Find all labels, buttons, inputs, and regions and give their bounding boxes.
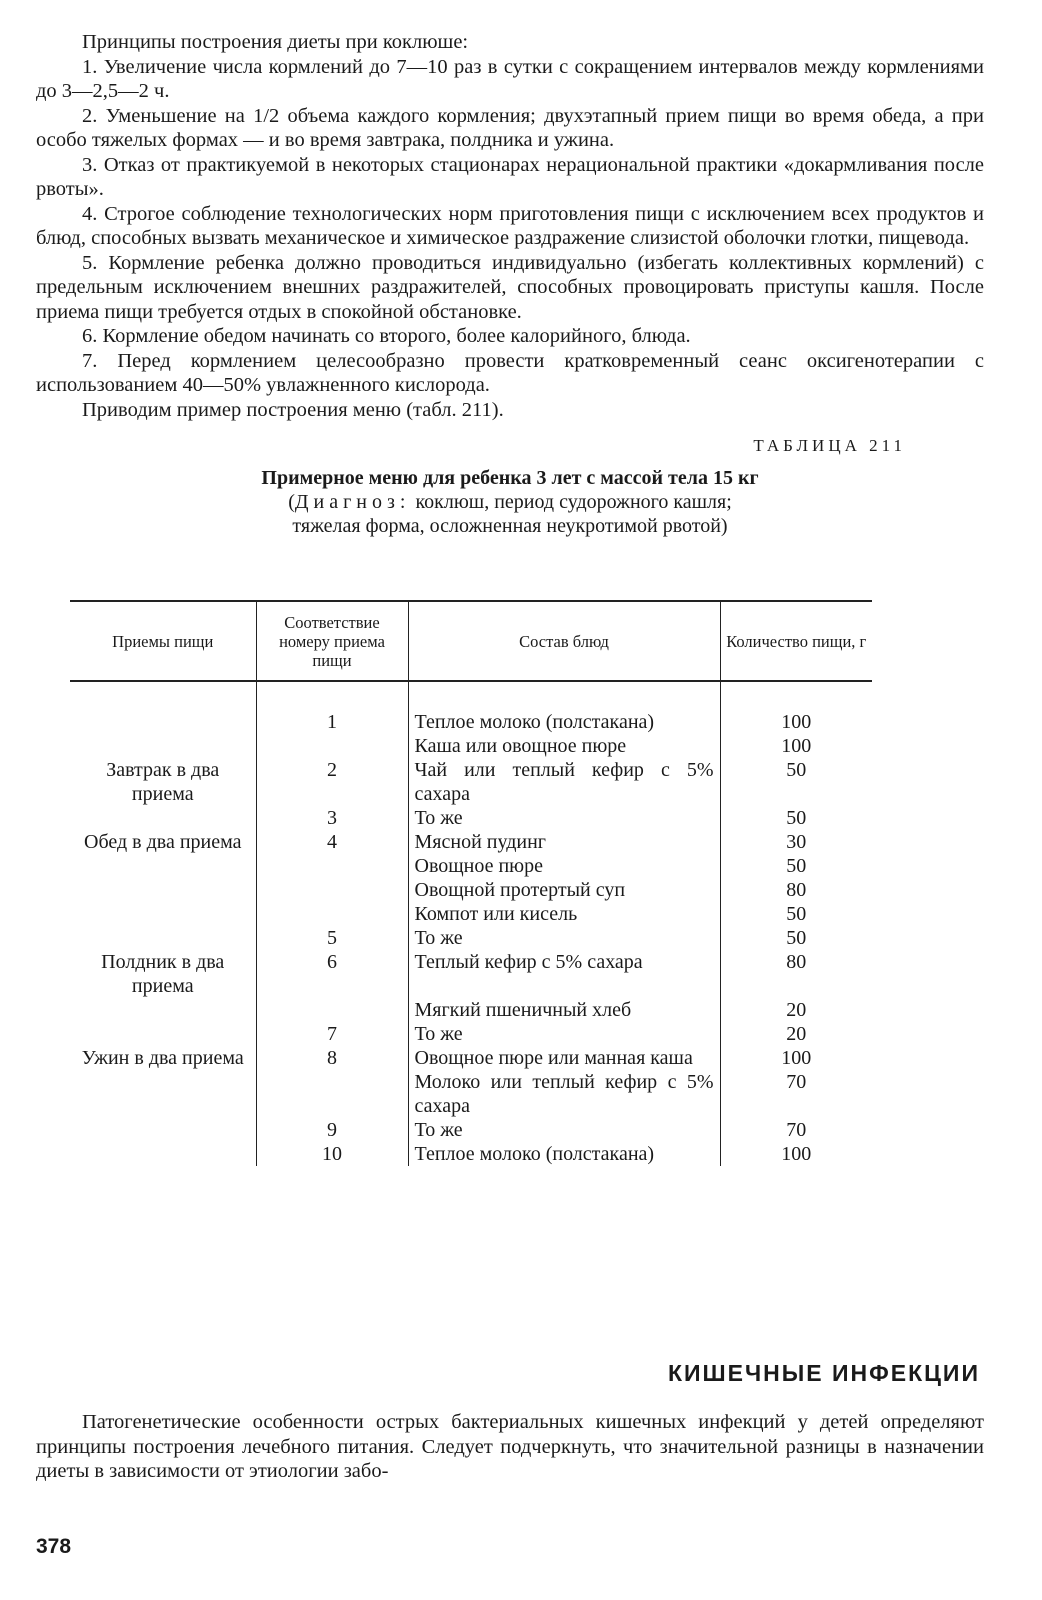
table-number: ТАБЛИЦА 211 <box>753 436 906 455</box>
header-meals: Приемы пищи <box>70 601 256 681</box>
dish-cell: Теплый кефир с 5% сахара <box>408 950 720 998</box>
quantity-cell: 50 <box>720 758 872 806</box>
meal-number-cell <box>256 734 408 758</box>
meal-number-cell: 10 <box>256 1142 408 1166</box>
diagnosis-text-2: тяжелая форма, осложненная неукротимой рвотой) <box>292 515 728 537</box>
principle-5: 5. Кормление ребенка должно проводиться индивидуально (избегать коллективных кормлений) с предельным исключением внешних раздражителей, способных провоцировать приступы кашля. После приема пищи требуется отдых в спокойной обстановке. <box>36 251 984 323</box>
meal-number-cell: 4 <box>256 830 408 854</box>
table-row <box>70 926 872 950</box>
table-row <box>70 806 872 830</box>
table-diagnosis: (Диагноз: коклюш, период судорожного кашля; <box>288 491 732 513</box>
table-row <box>70 1118 872 1142</box>
quantity-cell: 100 <box>720 1142 872 1166</box>
table-row <box>70 734 872 758</box>
dish-cell: То же <box>408 806 720 830</box>
quantity-cell: 50 <box>720 926 872 950</box>
meal-number-cell: 6 <box>256 950 408 998</box>
meal-number-cell: 5 <box>256 926 408 950</box>
meal-cell <box>70 926 256 950</box>
page-body <box>36 30 984 538</box>
meal-number-cell: 9 <box>256 1118 408 1142</box>
menu-reference: Приводим пример построения меню (табл. 211). <box>82 398 504 421</box>
principle-1: 1. Увеличение числа кормлений до 7—10 раз в сутки с сокращением интервалов между кормлениями до 3—2,5—2 ч. <box>36 55 984 102</box>
quantity-cell: 70 <box>720 1070 872 1118</box>
quantity-cell: 30 <box>720 830 872 854</box>
table-header-row <box>70 601 872 681</box>
meal-cell <box>70 878 256 902</box>
dish-cell: Овощной протертый суп <box>408 878 720 902</box>
quantity-cell: 80 <box>720 878 872 902</box>
meal-number-cell <box>256 1070 408 1118</box>
meal-number-cell: 8 <box>256 1046 408 1070</box>
table-row <box>70 1142 872 1166</box>
meal-cell <box>70 806 256 830</box>
dish-cell: Каша или овощное пюре <box>408 734 720 758</box>
dish-cell: Теплое молоко (полстакана) <box>408 1142 720 1166</box>
table-body <box>70 681 872 1166</box>
diagnosis-label: Диагноз: <box>294 491 411 513</box>
section-paragraph: Патогенетические особенности острых бактериальных кишечных инфекций у детей определяют принципы построения лечебного питания. Следует подчеркнуть, что значительной разницы в назначении диеты в зависимости от этиологии забо- <box>36 1411 984 1482</box>
dish-cell: Овощное пюре <box>408 854 720 878</box>
table-row <box>70 854 872 878</box>
meal-number-cell <box>256 878 408 902</box>
menu-table <box>70 600 872 1166</box>
header-dishes: Состав блюд <box>408 601 720 681</box>
dish-cell: То же <box>408 1022 720 1046</box>
quantity-cell: 20 <box>720 998 872 1022</box>
dish-cell: Мягкий пшеничный хлеб <box>408 998 720 1022</box>
principle-2: 2. Уменьшение на 1/2 объема каждого кормления; двухэтапный прием пищи во время обеда, а при особо тяжелых формах — и во время завтрака, полдника и ужина. <box>36 104 984 151</box>
meal-cell <box>70 854 256 878</box>
meal-cell <box>70 734 256 758</box>
meal-cell <box>70 1070 256 1118</box>
quantity-cell: 100 <box>720 734 872 758</box>
principle-6: 6. Кормление обедом начинать со второго, более калорийного, блюда. <box>82 325 691 347</box>
table-row <box>70 830 872 854</box>
diagnosis-text: коклюш, период судорожного кашля; <box>415 491 732 513</box>
dish-cell: Компот или кисель <box>408 902 720 926</box>
meal-number-cell: 2 <box>256 758 408 806</box>
quantity-cell: 70 <box>720 1118 872 1142</box>
table-row <box>70 1046 872 1070</box>
meal-cell <box>70 1142 256 1166</box>
table-row <box>70 998 872 1022</box>
meal-cell <box>70 902 256 926</box>
dish-cell: То же <box>408 926 720 950</box>
quantity-cell: 20 <box>720 1022 872 1046</box>
table-caption <box>36 466 984 538</box>
meal-cell: Полдник в два приема <box>101 951 225 997</box>
quantity-cell: 50 <box>720 902 872 926</box>
principle-7: 7. Перед кормлением целесообразно провести кратковременный сеанс оксигенотерапии с использованием 40—50% увлажненного кислорода. <box>36 349 984 396</box>
meal-number-cell: 1 <box>256 710 408 734</box>
meal-number-cell <box>256 998 408 1022</box>
section-heading: КИШЕЧНЫЕ ИНФЕКЦИИ <box>667 1360 980 1386</box>
meal-number-cell: 7 <box>256 1022 408 1046</box>
meal-cell: Завтрак в два приема <box>106 759 220 805</box>
table-row <box>70 1070 872 1118</box>
meal-number-cell <box>256 902 408 926</box>
page-number: 378 <box>36 1535 72 1558</box>
dish-cell: Мясной пудинг <box>408 830 720 854</box>
principle-4: 4. Строгое соблюдение технологических норм приготовления пищи с исключением всех продуктов и блюд, способных вызвать механическое и химическое раздражение слизистой оболочки глотки, пищевода. <box>36 202 984 249</box>
table-spacer <box>70 681 872 710</box>
quantity-cell: 50 <box>720 806 872 830</box>
table-row <box>70 950 872 998</box>
section-body <box>36 1410 984 1484</box>
dish-cell: Молоко или теплый кефир с 5% сахара <box>408 1070 720 1118</box>
dish-cell: Овощное пюре или манная каша <box>408 1046 720 1070</box>
table-row <box>70 710 872 734</box>
table-row <box>70 758 872 806</box>
header-quantity: Количество пищи, г <box>720 601 872 681</box>
table-title: Примерное меню для ребенка 3 лет с массой тела 15 кг <box>261 467 759 489</box>
dish-cell: То же <box>408 1118 720 1142</box>
table-row <box>70 878 872 902</box>
meal-cell <box>70 710 256 734</box>
meal-cell <box>70 998 256 1022</box>
meal-cell <box>70 1118 256 1142</box>
quantity-cell: 100 <box>720 710 872 734</box>
meal-cell: Ужин в два приема <box>81 1047 244 1069</box>
principle-3: 3. Отказ от практикуемой в некоторых стационарах нерациональной практики «докармливания после рвоты». <box>36 153 984 200</box>
meal-number-cell <box>256 854 408 878</box>
header-meal-number: Соответствие номеру приема пищи <box>256 601 408 681</box>
dish-cell: Теплое молоко (полстакана) <box>408 710 720 734</box>
table-row <box>70 1022 872 1046</box>
table-row <box>70 902 872 926</box>
quantity-cell: 100 <box>720 1046 872 1070</box>
dish-cell: Чай или теплый кефир с 5% сахара <box>408 758 720 806</box>
quantity-cell: 80 <box>720 950 872 998</box>
quantity-cell: 50 <box>720 854 872 878</box>
meal-cell <box>70 1022 256 1046</box>
meal-number-cell: 3 <box>256 806 408 830</box>
meal-cell: Обед в два приема <box>84 831 242 853</box>
intro-text: Принципы построения диеты при коклюше: <box>82 31 469 53</box>
